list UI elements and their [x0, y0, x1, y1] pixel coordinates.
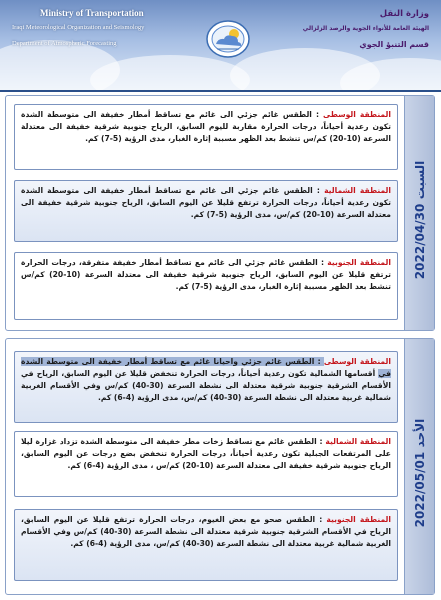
- organization-name-en: Iraqi Meteorological Organization and Seismology: [12, 24, 145, 31]
- region-forecast-text: : الطقس غائم جزئي الى غائم مع تساقط أمطار خفيفة الى متوسطة الشدة تكون رعدية أحياناً، درجات الحرارة ترتفع قليلا عن اليوم السابق، الرياح جنوبية شرقية خفيفة الى معتدلة السرعة (10-20) كم/س، مدى الرؤية (5-7) كم.: [21, 186, 391, 220]
- weekday-label: الأحد: [412, 419, 427, 448]
- region-forecast-text: : الطقس صحو مع بعض الغيوم، درجات الحرارة ترتفع قليلا عن اليوم السابق، الرياح في الأقسام الشرقية جنوبية شرقية معتدلة الى نشطة السرعة (30-40) كم/س وفي الأقسام الغربية شمالية غربية معتدلة الى نشطة السرعة (30-40) كم/س، مدى الرؤية (4-6) كم.: [21, 515, 391, 549]
- region-name: المنطقة الشمالية: [324, 186, 391, 195]
- region-central-day1: [14, 104, 398, 170]
- region-north-day1: [14, 180, 398, 242]
- region-south-day2: [14, 509, 398, 581]
- region-central-day2: [14, 351, 398, 423]
- region-name: المنطقة الوسطى: [323, 357, 391, 366]
- department-name-en: Department of Atmospheric Forecasting: [12, 40, 117, 48]
- date-tab-day2: [404, 339, 434, 594]
- organization-logo-icon: [205, 15, 251, 59]
- department-name-ar: قسم التنبؤ الجوي: [359, 40, 429, 50]
- forecast-day-2: [5, 338, 435, 595]
- region-name: المنطقة الجنوبية: [327, 258, 391, 267]
- ministry-name-ar: وزارة النقل: [379, 9, 429, 19]
- date-label: 2022/05/01: [412, 452, 427, 528]
- region-name: المنطقة الشمالية: [325, 437, 392, 446]
- region-forecast-text: : الطقس غائم مع تساقط زخات مطر خفيفة الى متوسطة الشدة تزداد غزارة ليلا على المرتفعات الجبلية تكون رعدية أحياناً، درجات الحرارة تنخفض بضع درجات عن اليوم السابق، الرياح جنوبية شرقية خفيفة الى معتدلة السرعة (10-20) كم/س ، مدى الرؤية (4-6) كم.: [21, 437, 391, 471]
- header-divider: [0, 90, 441, 92]
- date-label: 2022/04/30: [412, 203, 427, 280]
- region-forecast-text: : الطقس غائم جزئي الى غائم مع تساقط أمطار خفيفة متفرقة، درجات الحرارة ترتفع قليلا عن اليوم السابق، الرياح جنوبية شرقية خفيفة الى معتدلة السرعة (10-20) كم/س تنشط بعد الظهر مسببة إثارة الغبار، مدى الرؤية (5-7) كم.: [21, 258, 391, 292]
- date-tab-day1: [404, 96, 434, 330]
- organization-name-ar: الهيئة العامة للأنواء الجوية والرصد الزلزالي: [302, 25, 429, 32]
- region-name: المنطقة الوسطى: [323, 110, 391, 119]
- region-north-day2: [14, 431, 398, 497]
- header-english: [12, 8, 187, 47]
- region-south-day1: [14, 252, 398, 320]
- region-name: المنطقة الجنوبية: [326, 515, 391, 524]
- region-forecast-text: أقسامها الشمالية تكون رعدية أحياناً، درجات الحرارة تنخفض قليلا عن اليوم السابق، الرياح في الأقسام الشرقية جنوبية شرقية معتدلة الى نشطة السرعة (30-40) كم/س وفي الأقسام الغربية شمالية غربية معتدلة الى نشطة السرعة (30-40) كم/س، مدى الرؤية (4-6) كم.: [21, 369, 391, 403]
- region-forecast-text: : الطقس غائم جزئي الى غائم مع تساقط أمطار خفيفة الى متوسطة الشدة تكون رعدية أحياناً، درجات الحرارة مقاربة لليوم السابق، الرياح جنوبية شرقية خفيفة الى معتدلة السرعة (10-20) كم/س تنشط بعد الظهر مسببة إثارة الغبار، مدى الرؤية (5-7) كم.: [21, 110, 391, 144]
- ministry-name-en: Ministry of Transportation: [40, 8, 144, 18]
- forecast-day-1: [5, 95, 435, 331]
- weekday-label: السبت: [412, 160, 427, 200]
- highlighted-text: : الطقس غائم جزئي واحيانا غائم مع تساقط أمطار خفيفة الى متوسطة الشدة في: [21, 357, 391, 379]
- header-arabic: [299, 9, 429, 49]
- header-banner: [0, 0, 441, 90]
